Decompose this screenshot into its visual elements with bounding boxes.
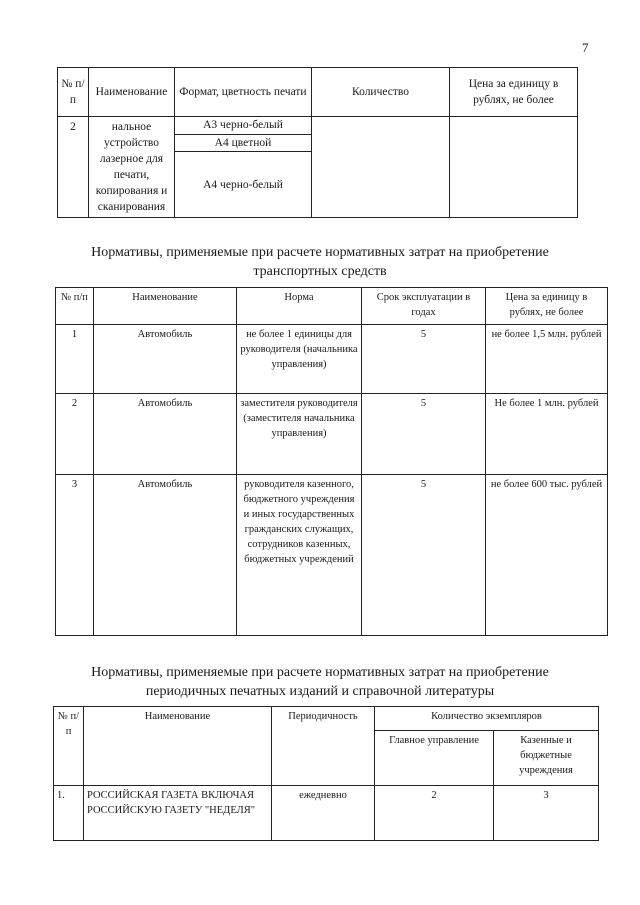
heading-line: транспортных средств [253, 264, 387, 279]
cell-norm: заместителя руководителя (заместителя начальника управления) [237, 394, 362, 475]
heading-line: периодичных печатных изданий и справочной литературы [145, 684, 495, 699]
cell-quantity [312, 117, 450, 218]
header-name: Наименование [84, 707, 272, 786]
heading-line: Нормативы, применяемые при расчете нормативных затрат на приобретение [91, 665, 549, 680]
header-period: Периодичность [272, 707, 375, 786]
header-years: Срок эксплуатации в годах [362, 288, 486, 325]
header-quantity: Количество экземпляров [375, 707, 599, 731]
cell-price [450, 117, 578, 218]
section-heading-transport [0, 243, 640, 281]
cell-num: 2 [56, 394, 94, 475]
cell-price: не более 1,5 млн. рублей [486, 325, 608, 394]
cell-years: 5 [362, 475, 486, 636]
header-num: № п/п [54, 707, 84, 786]
table-header-row [56, 288, 608, 325]
cell-norm: руководителя казенного, бюджетного учреждения и иных государственных гражданских служащих, сотрудников казенных, бюджетных учреждений [237, 475, 362, 636]
header-num: № п/п [58, 68, 89, 117]
cell-years: 5 [362, 394, 486, 475]
cell-name: Автомобиль [94, 394, 237, 475]
header-format: Формат, цветность печати [175, 68, 312, 117]
section-heading-periodicals [0, 663, 640, 701]
heading-line: Нормативы, применяемые при расчете нормативных затрат на приобретение [91, 245, 549, 260]
header-price: Цена за единицу в рублях, не более [486, 288, 608, 325]
cell-format: А4 цветной [175, 134, 312, 152]
cell-institutions: 3 [494, 786, 599, 841]
cell-format: А4 черно-белый [175, 152, 312, 218]
table-row [56, 394, 608, 475]
header-norm: Норма [237, 288, 362, 325]
cell-price: не более 600 тыс. рублей [486, 475, 608, 636]
cell-main-office: 2 [375, 786, 494, 841]
cell-period: ежедневно [272, 786, 375, 841]
cell-num: 3 [56, 475, 94, 636]
header-main-office: Главное управление [375, 731, 494, 786]
cell-name: РОССИЙСКАЯ ГАЗЕТА ВКЛЮЧАЯ РОССИЙСКУЮ ГАЗЕТУ "НЕДЕЛЯ" [84, 786, 272, 841]
header-institutions: Казенные и бюджетные учреждения [494, 731, 599, 786]
header-quantity: Количество [312, 68, 450, 117]
header-name: Наименование [94, 288, 237, 325]
cell-years: 5 [362, 325, 486, 394]
header-price: Цена за единицу в рублях, не более [450, 68, 578, 117]
table-row [56, 325, 608, 394]
table-header-row [54, 707, 599, 731]
header-num: № п/п [56, 288, 94, 325]
cell-name: Автомобиль [94, 325, 237, 394]
table-row [58, 117, 578, 135]
table-header-row [58, 68, 578, 117]
cell-num: 2 [58, 117, 89, 218]
cell-name: Автомобиль [94, 475, 237, 636]
cell-num: 1 [56, 325, 94, 394]
cell-format: А3 черно-белый [175, 117, 312, 135]
header-name: Наименование [89, 68, 175, 117]
cell-num: 1. [54, 786, 84, 841]
printer-table [57, 67, 578, 218]
page-number: 7 [582, 40, 589, 55]
table-row [56, 475, 608, 636]
cell-price: Не более 1 млн. рублей [486, 394, 608, 475]
periodicals-table [53, 706, 599, 841]
cell-name: нальное устройство лазерное для печати, копирования и сканирования [89, 117, 175, 218]
transport-table [55, 287, 608, 636]
cell-norm: не более 1 единицы для руководителя (начальника управления) [237, 325, 362, 394]
table-row [54, 786, 599, 841]
